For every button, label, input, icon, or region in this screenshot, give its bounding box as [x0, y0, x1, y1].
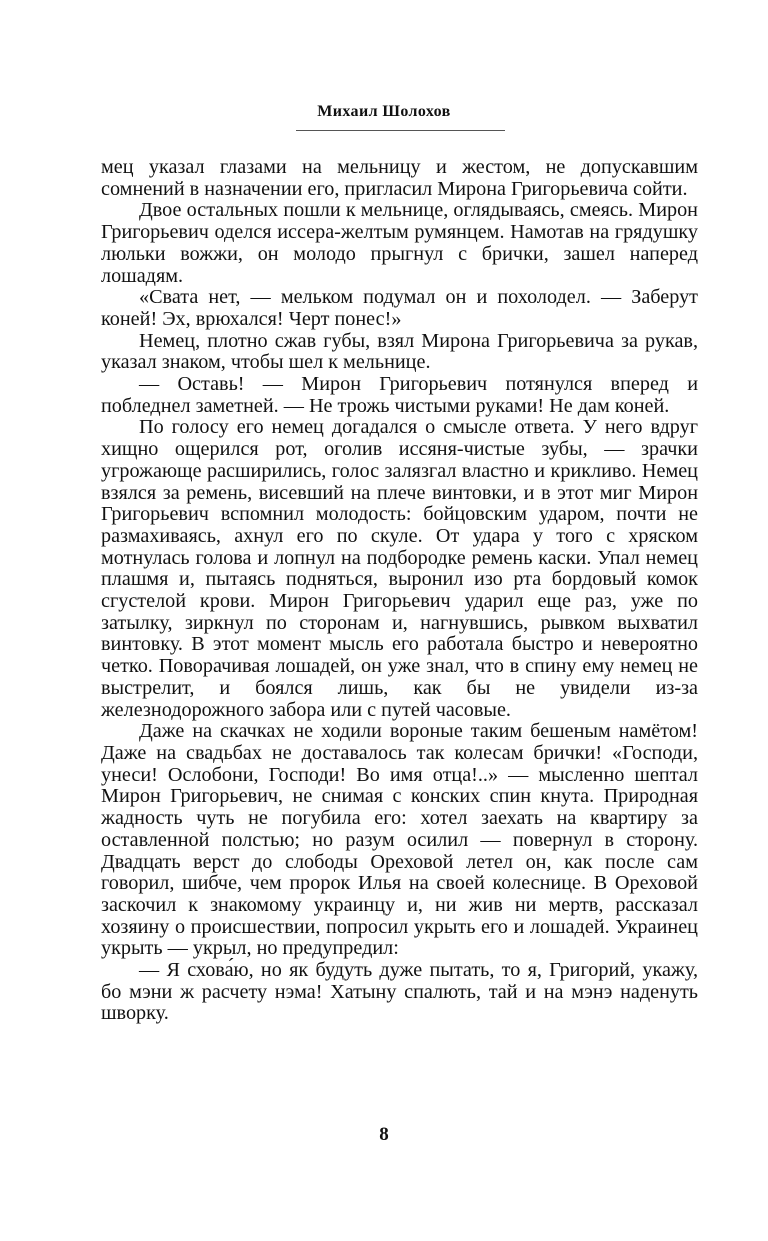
header-rule [296, 130, 505, 131]
paragraph: По голосу его немец догадался о смысле ответа. У него вдруг хищно ощерился рот, оголив иссяня-чистые зубы, — зрачки угрожающе расширились, голос залязгал властно и крикливо. Немец взялся за ремень, висевший на плече винтовки, и в этот миг Мирон Григорьевич вспомнил молодость: бойцовским ударом, почти не размахиваясь, ахнул его по скуле. От удара у того с хряском мотнулась голова и лопнул на подбородке ремень каски. Упал немец плашмя и, пытаясь подняться, выронил изо рта бордовый комок сгустелой крови. Мирон Григорьевич ударил еще раз, уже по затылку, зиркнул по сторонам и, нагнувшись, рывком выхватил винтовку. В этот момент мысль его работала быстро и невероятно четко. Поворачивая лошадей, он уже знал, что в спину ему немец не выстрелит, и боялся лишь, как бы не увидели из-за железнодорожного забора или с путей часовые. [101, 416, 698, 721]
body-text [101, 157, 698, 1025]
paragraph: Немец, плотно сжав губы, взял Мирона Григорьевича за рукав, указал знаком, чтобы шел к мельнице. [101, 329, 698, 374]
paragraph: Даже на скачках не ходили вороные таким бешеным намётом! Даже на свадьбах не доставалось так колесам брички! «Господи, унеси! Ослобони, Господи! Во имя отца!..» — мысленно шептал Мирон Григорьевич, не снимая с конских спин кнута. Природная жадность чуть не погубила его: хотел заехать на квартиру за оставленной полстью; но разум осилил — повернул в сторону. Двадцать верст до слободы Ореховой летел он, как после сам говорил, шибче, чем пророк Илья на своей колеснице. В Ореховой заскочил к знакомому украинцу и, ни жив ни мертв, рассказал хозяину о происшествии, попросил укрыть его и лошадей. Украинец укрыть — укрыл, но предупредил: [101, 720, 698, 960]
paragraph: мец указал глазами на мельницу и жестом, не допускавшим сомнений в назначении его, пригласил Мирона Григорьевича сойти. [101, 156, 698, 200]
paragraph: — Я схова́ю, но як будуть дуже пытать, то я, Григорий, укажу, бо мэни ж расчету нэма! Хатыну спалють, тай и на мэнэ наденуть шворку. [101, 959, 698, 1025]
running-head-author: Михаил Шолохов [317, 103, 451, 120]
page-number: 8 [379, 1124, 389, 1145]
paragraph: «Свата нет, — мельком подумал он и похолодел. — Заберут коней! Эх, врюхался! Черт понес!» [101, 286, 698, 330]
paragraph: — Оставь! — Мирон Григорьевич потянулся вперед и побледнел заметней. — Не трожь чистыми руками! Не дам коней. [101, 373, 698, 417]
paragraph: Двое остальных пошли к мельнице, оглядываясь, смеясь. Мирон Григорьевич оделся иссера-желтым румянцем. Намотав на грядушку люльки вожжи, он молодо прыгнул с брички, зашел наперед лошадям. [101, 199, 698, 287]
